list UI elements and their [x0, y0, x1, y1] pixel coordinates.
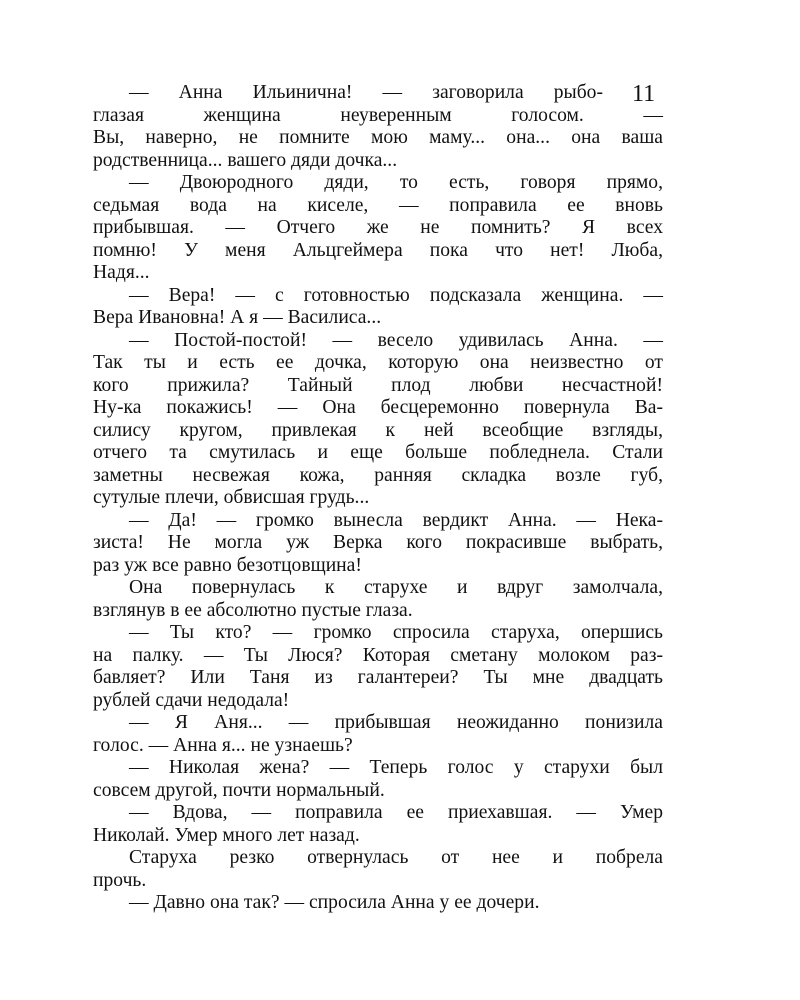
text-line: — Анна Ильинична! — заговорила рыбо- — [129, 82, 603, 103]
text-line: родственница... вашего дяди дочка... — [93, 149, 398, 171]
text-line: Надя... — [93, 262, 150, 283]
text-line: — Да! — громко вынесла вердикт Анна. — Нека- — [129, 509, 663, 531]
text-line: Она повернулась к старухе и вдруг замолчала, — [129, 577, 663, 598]
text-line: — Двоюродного дяди, то есть, говоря прямо, — [129, 172, 663, 193]
text-line: — Ты кто? — громко спросила старуха, опершись — [129, 622, 663, 643]
text-line: помню! У меня Альцгеймера пока что нет! Люба, — [93, 239, 663, 261]
text-line: бавляет? Или Таня из галантереи? Ты мне двадцать — [93, 667, 663, 688]
text-line: — Вера! — с готовностью подсказала женщина. — — [129, 284, 663, 306]
text-line: заметны несвежая кожа, ранняя складка возле губ, — [93, 464, 663, 486]
text-line: силису кругом, привлекая к ней всеобщие взгляды, — [93, 419, 663, 441]
text-line: Старуха резко отвернулась от нее и побрела — [129, 847, 663, 868]
text-line: сутулые плечи, обвисшая грудь... — [93, 487, 370, 508]
body-text — [93, 82, 663, 915]
text-line: Так ты и есть ее дочка, которую она неизвестно от — [93, 352, 663, 373]
text-line: — Давно она так? — спросила Анна у ее дочери. — [129, 892, 540, 913]
text-line: прибывшая. — Отчего же не помнить? Я всех — [93, 217, 663, 238]
text-line: седьмая вода на киселе, — поправила ее вновь — [93, 194, 663, 216]
text-line: рублей сдачи недодала! — [93, 689, 290, 711]
text-line: — Я Аня... — прибывшая неожиданно понизила — [129, 712, 663, 733]
text-line: на палку. — Ты Люся? Которая сметану молоком раз- — [93, 644, 663, 666]
text-line: Ну-ка покажись! — Она бесцеремонно повернула Ва- — [93, 397, 663, 418]
text-line: глазая женщина неуверенным голосом. — — [93, 104, 663, 126]
text-line: прочь. — [93, 869, 147, 891]
text-line: раз уж все равно безотцовщина! — [93, 554, 362, 576]
text-line: зиста! Не могла уж Верка кого покрасивше выбрать, — [93, 532, 663, 553]
text-line: — Вдова, — поправила ее приехавшая. — Умер — [129, 802, 663, 823]
text-line: Николай. Умер много лет назад. — [93, 824, 360, 846]
page-number: 11 — [632, 81, 656, 107]
text-line: взглянув в ее абсолютно пустые глаза. — [93, 599, 413, 621]
text-line: совсем другой, почти нормальный. — [93, 779, 385, 801]
text-line: голос. — Анна я... не узнаешь? — [93, 734, 353, 756]
text-line: отчего та смутилась и еще больше побледнела. Стали — [93, 442, 663, 463]
text-line: — Николая жена? — Теперь голос у старухи был — [129, 757, 663, 778]
text-line: кого прижила? Тайный плод любви несчастной! — [93, 374, 663, 396]
text-line: — Постой-постой! — весело удивилась Анна. — — [129, 329, 663, 351]
text-line: Вы, наверно, не помните мою маму... она... она ваша — [93, 127, 663, 148]
text-line: Вера Ивановна! А я — Василиса... — [93, 307, 382, 328]
